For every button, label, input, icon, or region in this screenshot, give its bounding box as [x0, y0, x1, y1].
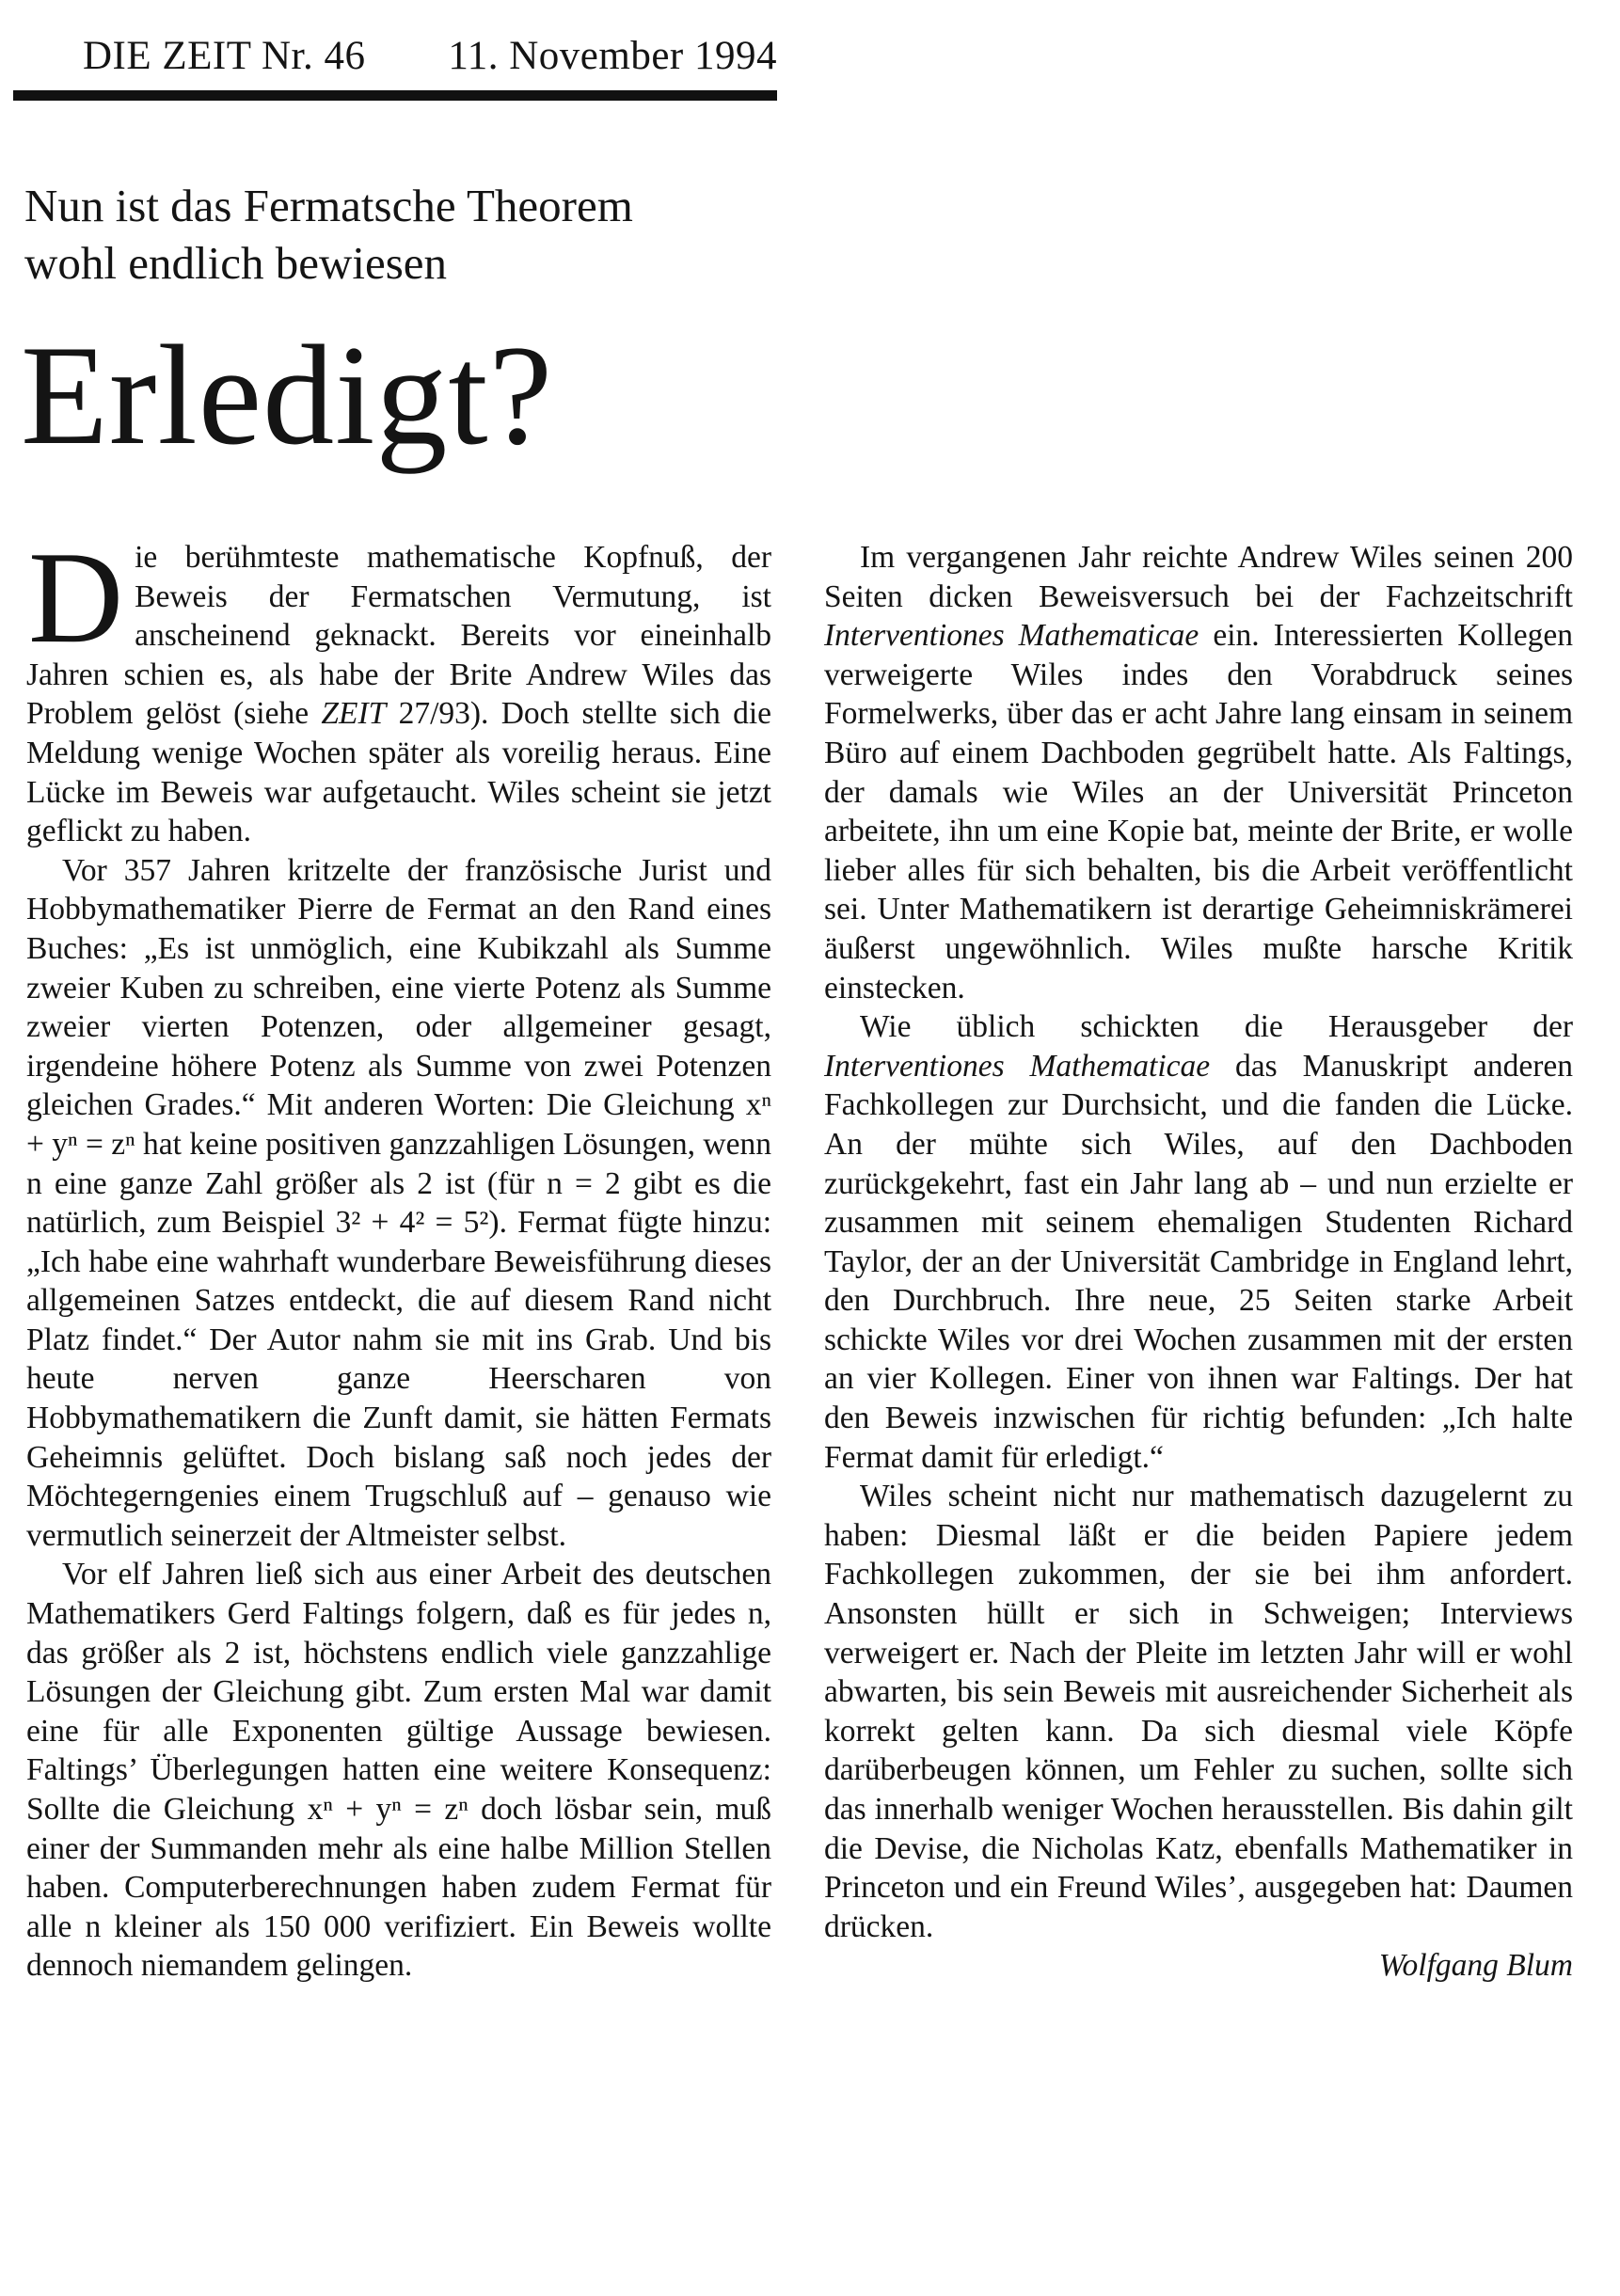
article-column-left [26, 525, 772, 1986]
subheadline-line-2: wohl endlich bewiesen [24, 237, 448, 289]
article-column-right [824, 538, 1573, 1986]
masthead-rule [13, 90, 777, 101]
subheadline [24, 177, 871, 292]
article-paragraph: Vor elf Jahren ließ sich aus einer Arbeit des deutschen Mathematikers Gerd Faltings folgern, daß es für jedes n, das größer als 2 ist, höchstens endlich viele ganzzahlige Lösungen der Gleichung gibt. Zum ersten Mal war damit eine für alle Exponenten gültige Aussage bewiesen. Faltings’ Überlegungen hatten eine weitere Konsequenz: Sollte die Gleichung xⁿ + yⁿ = zⁿ doch lösbar sein, muß einer der Summanden mehr als eine halbe Million Stellen haben. Computerberechnungen haben zudem Fermat für alle n kleiner als 150 000 verifiziert. Ein Beweis wollte dennoch niemandem gelingen. [26, 1557, 771, 1984]
article-paragraph: Wie üblich schickten die Herausgeber der Interventiones Mathematicae das Manuskript anderen Fachkollegen zur Durchsicht, und die fanden die Lücke. An der mühte sich Wiles, auf den Dachboden zurückgekehrt, fast ein Jahr lang ab – und nun erzielte er zusammen mit seinem ehemaligen Studenten Richard Taylor, der an der Universität Cambridge in England lehrt, den Durchbruch. Ihre neue, 25 Seiten starke Arbeit schickte Wiles vor drei Wochen zusammen mit der ersten an vier Kollegen. Einer von ihnen war Faltings. Der hat den Beweis inzwischen für richtig befunden: „Ich halte Fermat damit für erledigt.“ [824, 1009, 1573, 1475]
article-paragraph: Im vergangenen Jahr reichte Andrew Wiles seinen 200 Seiten dicken Beweisversuch bei der Fachzeitschrift Interventiones Mathematicae ein. Interessierten Kollegen verweigerte Wiles indes den Vorabdruck seines Formelwerks, über das er acht Jahre lang einsam in seinem Büro auf einem Dachboden gegrübelt hatte. Als Faltings, der damals wie Wiles an der Universität Princeton arbeitete, ihn um eine Kopie bat, meinte der Brite, er wolle lieber alles für sich behalten, bis die Arbeit veröffentlicht sei. Unter Mathematikern ist derartige Geheimniskrämerei äußerst ungewöhnlich. Wiles mußte harsche Kritik einstecken. [824, 540, 1573, 1005]
article-paragraph: Vor 357 Jahren kritzelte der französische Jurist und Hobbymathematiker Pierre de Fermat an den Rand eines Buches: „Es ist unmöglich, eine Kubikzahl als Summe zweier Kuben zu schreiben, eine vierte Potenz als Summe zweier vierten Potenzen, oder allgemeiner gesagt, irgendeine höhere Potenz als Summe von zwei Potenzen gleichen Grades.“ Mit anderen Worten: Die Gleichung xⁿ + yⁿ = zⁿ hat keine positiven ganzzahligen Lösungen, wenn n eine ganze Zahl größer als 2 ist (für n = 2 gibt es die natürlich, zum Beispiel 3² + 4² = 5²). Fermat fügte hinzu: „Ich habe eine wahrhaft wunderbare Beweisführung dieses allgemeinen Satzes entdeckt, die auf diesem Rand nicht Platz findet.“ Der Autor nahm sie mit ins Grab. Und bis heute nerven ganze Heerscharen von Hobbymathematikern die Zunft damit, sie hätten Fermats Geheimnis gelüftet. Doch bislang saß noch jedes der Möchtegerngenies einem Trugschluß auf – genauso wie vermutlich seinerzeit der Altmeister selbst. [26, 852, 771, 1553]
article-paragraph: Wiles scheint nicht nur mathematisch dazugelernt zu haben: Diesmal läßt er die beiden Papiere jedem Fachkollegen zukommen, der sie bei ihm anfordert. Ansonsten hüllt er sich in Schweigen; Interviews verweigert er. Nach der Pleite im letzten Jahr will er wohl abwarten, bis sein Beweis mit ausreichender Sicherheit als korrekt gelten kann. Da sich diesmal viele Köpfe darüberbeugen können, um Fehler zu suchen, sollte sich das innerhalb weniger Wochen herausstellen. Bis dahin gilt die Devise, die Nicholas Katz, ebenfalls Mathematiker in Princeton und ein Freund Wiles’, ausgegeben hat: Daumen drücken. [824, 1479, 1573, 1944]
subheadline-line-1: Nun ist das Fermatsche Theorem [24, 180, 633, 231]
article-paragraph: Die berühmteste mathematische Kopfnuß, der Beweis der Fermatschen Vermutung, ist anscheinend geknackt. Bereits vor eineinhalb Jahren schien es, als habe der Brite Andrew Wiles das Problem gelöst (siehe ZEIT 27/93). Doch stellte sich die Meldung wenige Wochen später als voreilig heraus. Eine Lücke im Beweis war aufgetaucht. Wiles scheint sie jetzt geflickt zu haben. [26, 525, 772, 849]
newspaper-issue: DIE ZEIT Nr. 46 [83, 34, 366, 78]
publication-date: 11. November 1994 [448, 34, 777, 78]
author-byline: Wolfgang Blum [1378, 1948, 1573, 1984]
headline: Erledigt? [21, 316, 554, 474]
drop-cap: D [28, 525, 124, 671]
